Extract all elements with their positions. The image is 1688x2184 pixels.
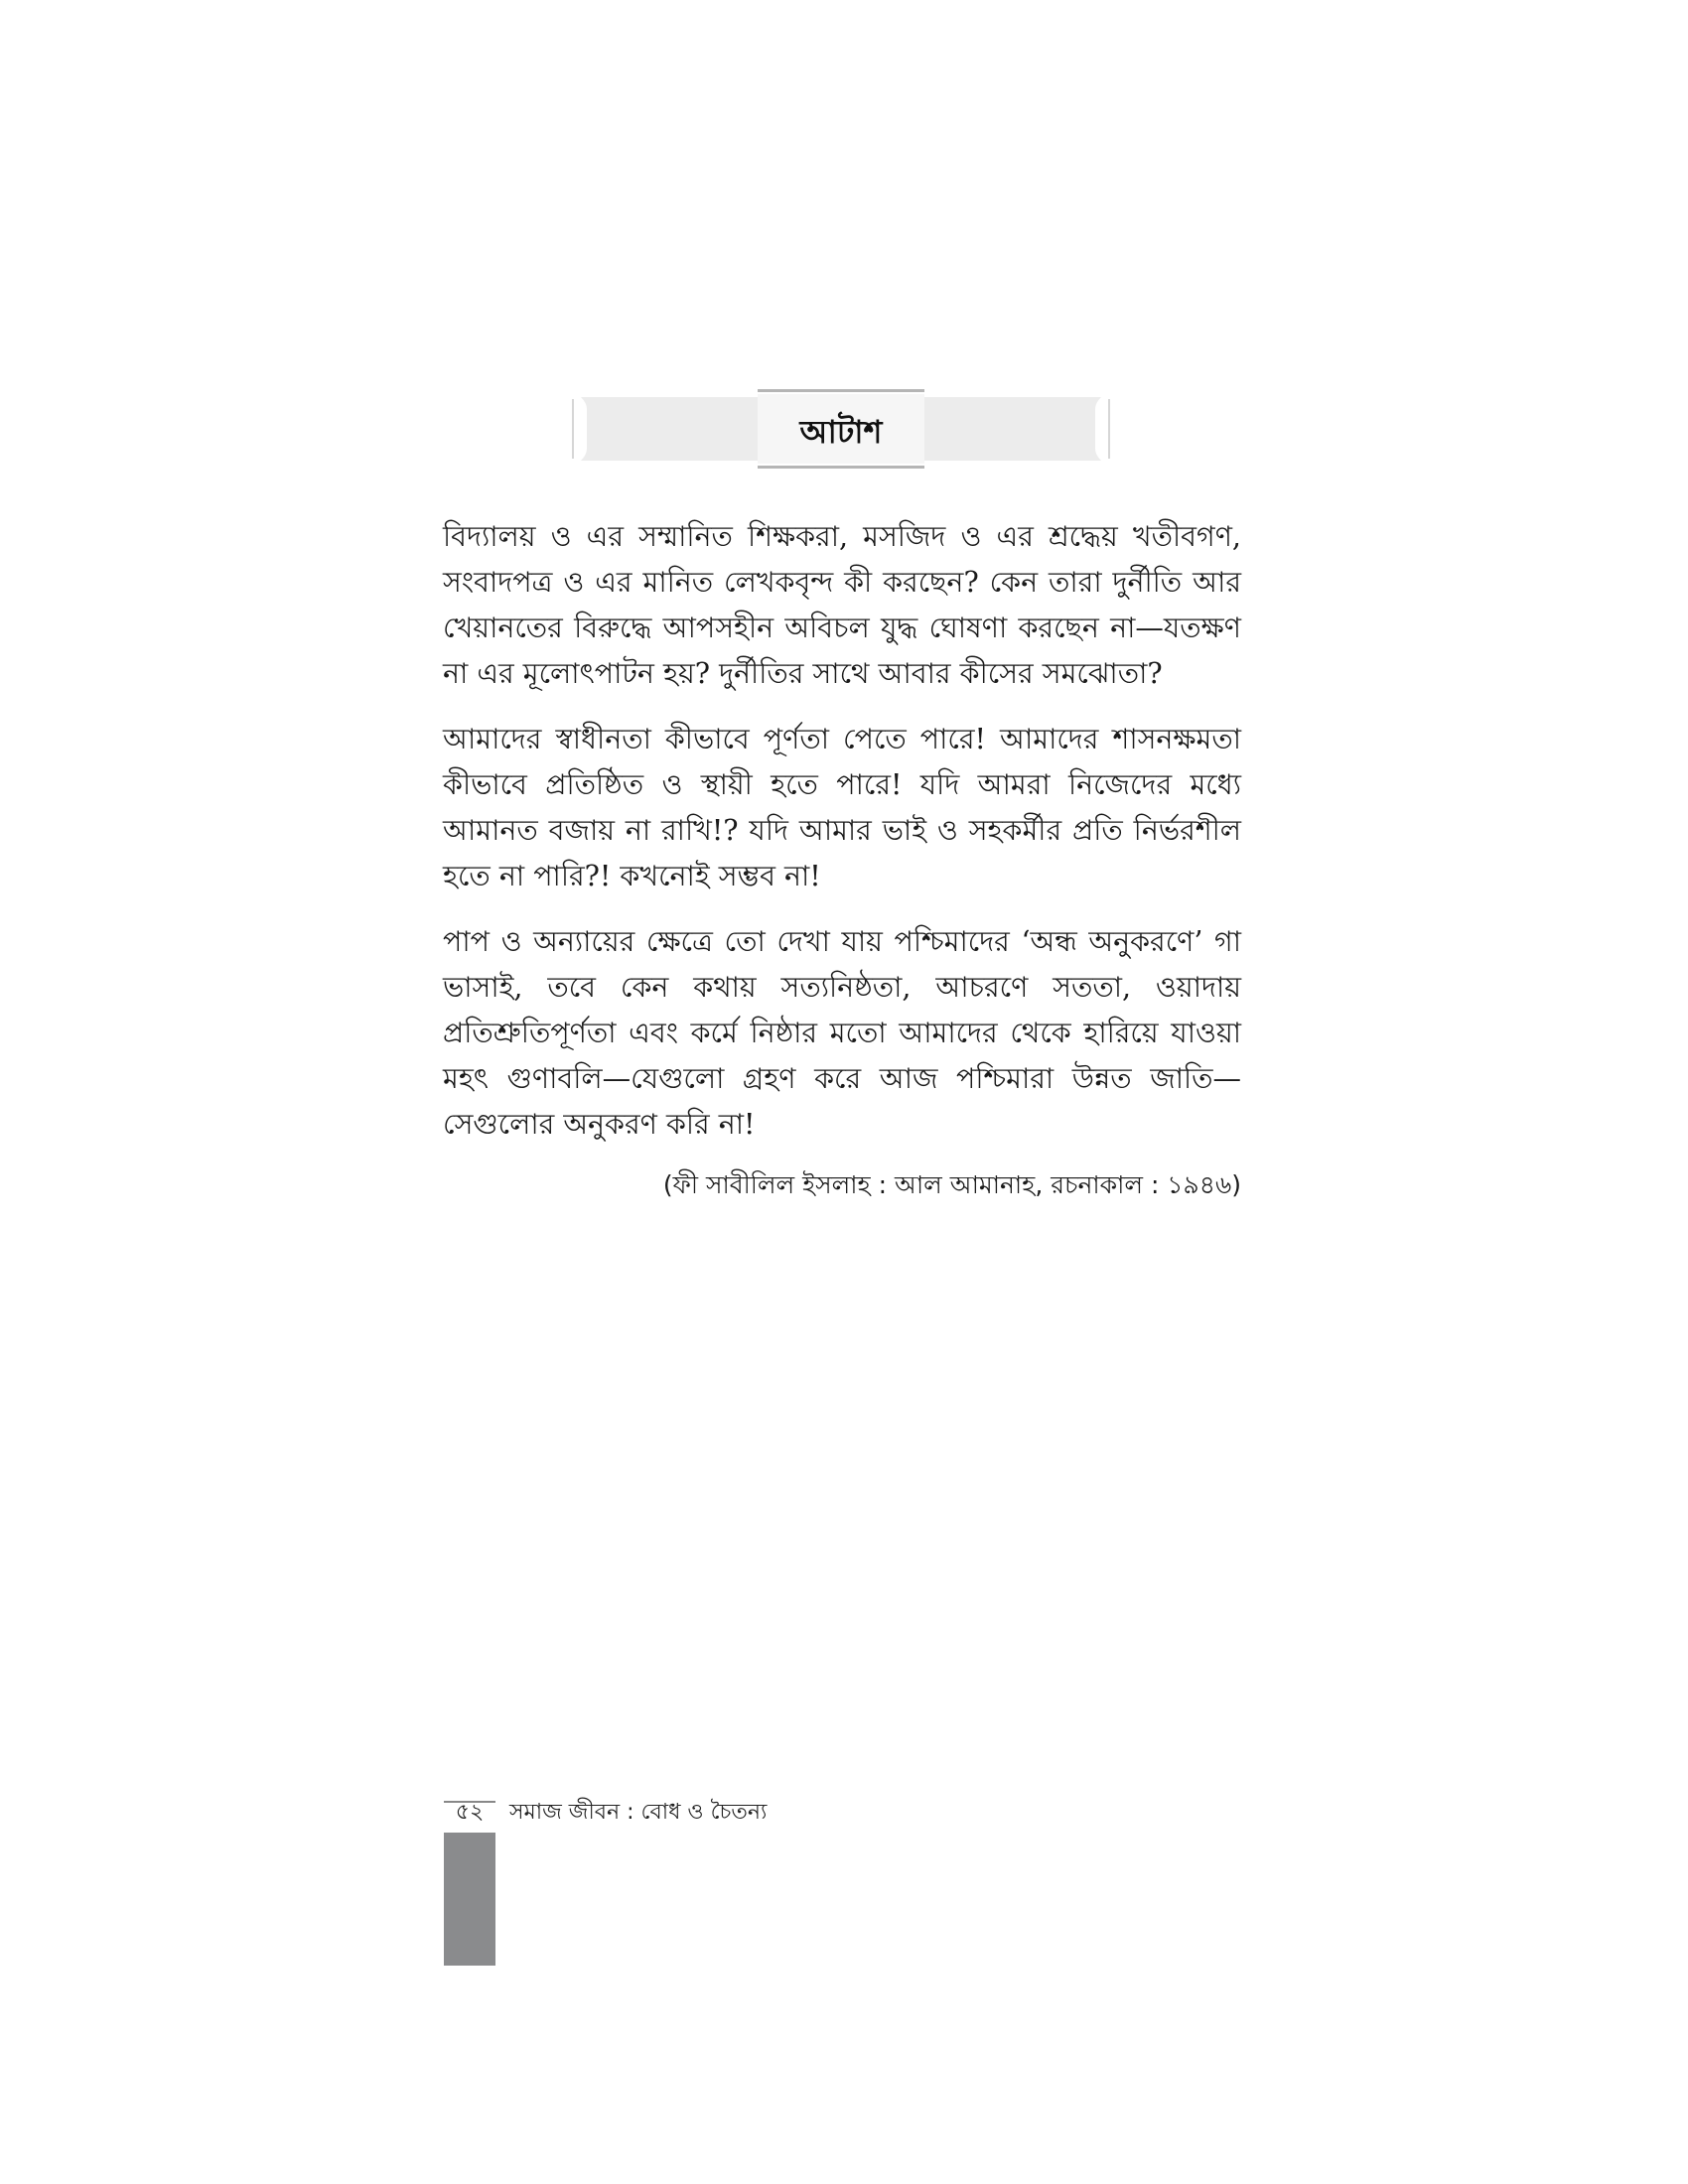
paragraph-1: বিদ্যালয় ও এর সম্মানিত শিক্ষকরা, মসজিদ ও এর শ্রদ্ধেয় খতীবগণ, সংবাদপত্র ও এর মানিত লেখকবৃন্দ কী করছেন? কেন তারা দুর্নীতি আর খেয়ানতের বিরুদ্ধে আপসহীন অবিচল যুদ্ধ ঘোষণা করছেন না—যতক্ষণ না এর মূলোৎপাটন হয়? দুর্নীতির সাথে আবার কীসের সমঝোতা? (443, 520, 1241, 690)
chapter-heading (567, 389, 1115, 473)
paragraph-2: আমাদের স্বাধীনতা কীভাবে পূর্ণতা পেতে পারে! আমাদের শাসনক্ষমতা কীভাবে প্রতিষ্ঠিত ও স্থায়ী হতে পারে! যদি আমরা নিজেদের মধ্যে আমানত বজায় না রাখি!? যদি আমার ভাই ও সহকর্মীর প্রতি নির্ভরশীল হতে না পারি?! কখনোই সম্ভব না! (443, 723, 1241, 892)
footer-tab-bar (444, 1833, 495, 1966)
running-book-title: সমাজ জীবন : বোধ ও চৈতন্য (509, 1800, 768, 1825)
paragraph-3: পাপ ও অন্যায়ের ক্ষেত্রে তো দেখা যায় পশ্চিমাদের ‘অন্ধ অনুকরণে’ গা ভাসাই, তবে কেন কথায় সত্যনিষ্ঠতা, আচরণে সততা, ওয়াদায় প্রতিশ্রুতিপূর্ণতা এবং কর্মে নিষ্ঠার মতো আমাদের থেকে হারিয়ে যাওয়া মহৎ গুণাবলি—যেগুলো গ্রহণ করে আজ পশ্চিমারা উন্নত জাতি—সেগুলোর অনুকরণ করি না! (443, 925, 1241, 1141)
chapter-title: আটাশ (799, 413, 883, 451)
source-citation: (ফী সাবীলিল ইসলাহ : আল আমানাহ, রচনাকাল : ১৯৪৬) (662, 1170, 1241, 1199)
page-number: ৫২ (455, 1800, 485, 1825)
body-text (443, 514, 1241, 1205)
